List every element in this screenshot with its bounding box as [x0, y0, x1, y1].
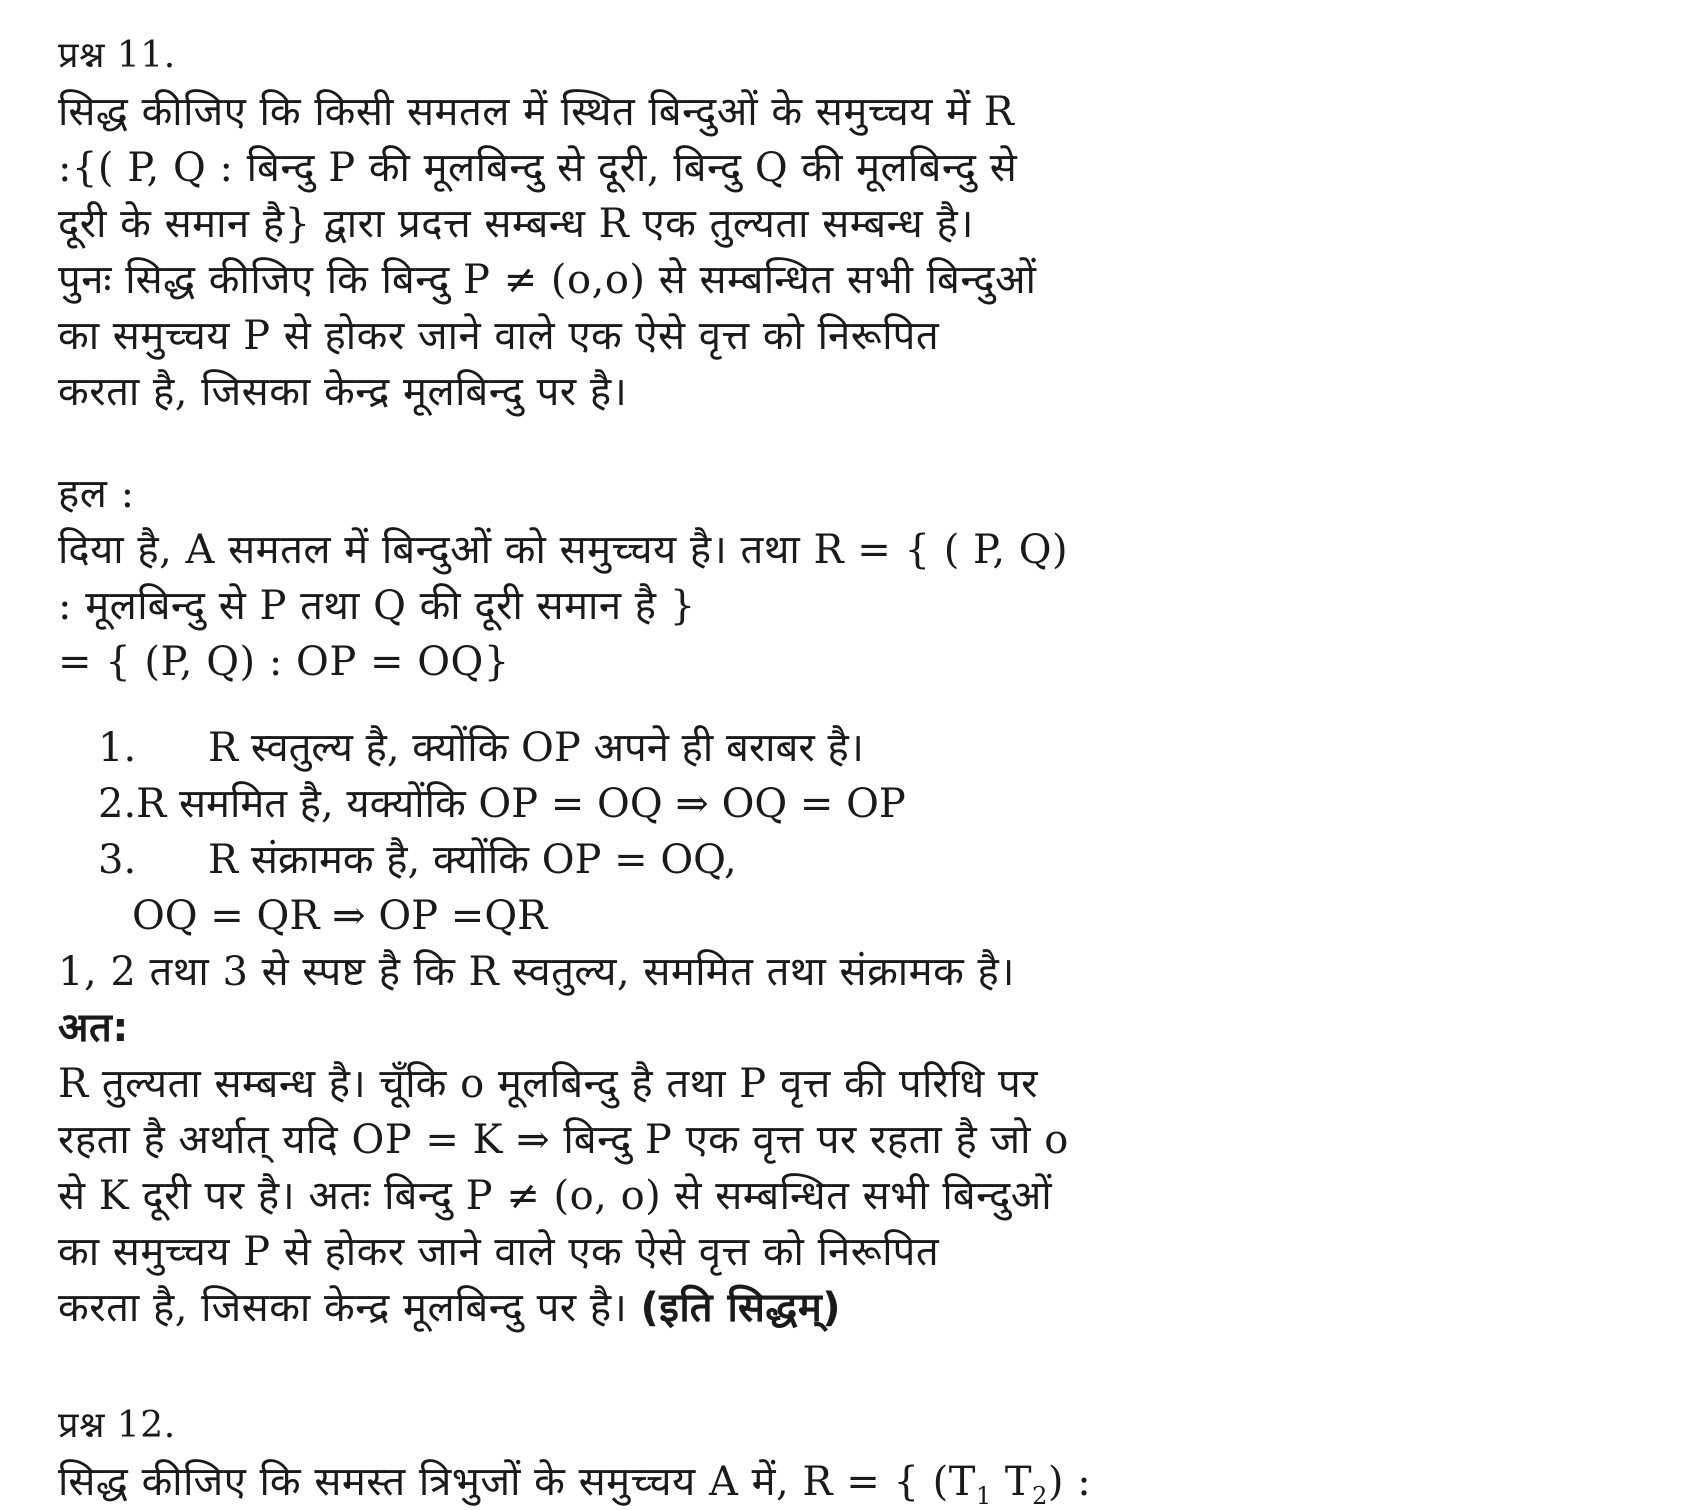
q11-line-4: पुनः सिद्ध कीजिए कि बिन्दु P ≠ (o,o) से सम्बन्धित सभी बिन्दुओं	[58, 257, 1037, 303]
proof-item-number: 3.	[98, 837, 137, 883]
conclusion-line: 1, 2 तथा 3 से स्पष्ट है कि R स्वतुल्य, सममित तथा संक्रामक है।	[58, 949, 1015, 995]
q12-subscript-1: 1	[975, 1482, 992, 1510]
solution-line-1: दिया है, A समतल में बिन्दुओं को समुच्चय है। तथा R = { ( P, Q)	[58, 527, 1069, 573]
proof-item-text: R सममित है, यक्योंकि OP = OQ ⇒ OQ = OP	[136, 781, 906, 827]
final-line-5-text: करता है, जिसका केन्द्र मूलबिन्दु पर है।	[58, 1285, 628, 1331]
solution-line-3: = { (P, Q) : OP = OQ}	[58, 639, 510, 685]
proof-item-number: 2.	[98, 781, 137, 827]
q12-line-suffix: ) :	[1047, 1459, 1092, 1505]
final-line-2: रहता है अर्थात् यदि OP = K ⇒ बिन्दु P एक वृत्त पर रहता है जो o	[58, 1117, 1069, 1163]
proof-item-text: R संक्रामक है, क्योंकि OP = OQ,	[208, 837, 737, 883]
solution-line-2: : मूलबिन्दु से P तथा Q की दूरी समान है }	[58, 583, 696, 629]
q11-line-5: का समुच्चय P से होकर जाने वाले एक ऐसे वृत्त को निरूपित	[58, 313, 940, 359]
iti-siddham: (इति सिद्धम्)	[640, 1285, 842, 1331]
ata-heading: अत:	[58, 1005, 129, 1051]
proof-item-number: 1.	[98, 725, 137, 771]
proof-item-3	[58, 832, 1198, 888]
final-line-3: से K दूरी पर है। अतः बिन्दु P ≠ (o, o) से सम्बन्धित सभी बिन्दुओं	[58, 1173, 1053, 1219]
proof-item-3-continuation: OQ = QR ⇒ OP =QR	[132, 893, 548, 939]
q12-line-1	[58, 1454, 1198, 1510]
document-page	[58, 28, 1198, 1510]
q11-line-6: करता है, जिसका केन्द्र मूलबिन्दु पर है।	[58, 369, 628, 415]
final-line-5	[58, 1280, 1198, 1336]
q11-line-1: सिद्ध कीजिए कि किसी समतल में स्थित बिन्दुओं के समुच्चय में R	[58, 89, 1015, 135]
proof-item-1	[58, 720, 1198, 776]
proof-item-text: R स्वतुल्य है, क्योंकि OP अपने ही बराबर है।	[208, 725, 864, 771]
final-line-1: R तुल्यता सम्बन्ध है। चूँकि o मूलबिन्दु है तथा P वृत्त की परिधि पर	[58, 1061, 1039, 1107]
final-line-4: का समुच्चय P से होकर जाने वाले एक ऐसे वृत्त को निरूपित	[58, 1229, 940, 1275]
q11-heading: प्रश्न 11.	[58, 35, 176, 76]
q11-line-2: :{( P, Q : बिन्दु P की मूलबिन्दु से दूरी, बिन्दु Q की मूलबिन्दु से	[58, 145, 1018, 191]
q12-subscript-2: 2	[1032, 1482, 1048, 1510]
q12-line-mid: T	[991, 1459, 1033, 1505]
solution-heading: हल :	[58, 471, 135, 517]
q11-line-3: दूरी के समान है} द्वारा प्रदत्त सम्बन्ध R एक तुल्यता सम्बन्ध है।	[58, 201, 974, 247]
proof-item-2	[58, 776, 1198, 832]
q12-heading: प्रश्न 12.	[58, 1405, 176, 1446]
q12-line-text: सिद्ध कीजिए कि समस्त त्रिभुजों के समुच्चय A में, R = { (T	[58, 1459, 976, 1505]
